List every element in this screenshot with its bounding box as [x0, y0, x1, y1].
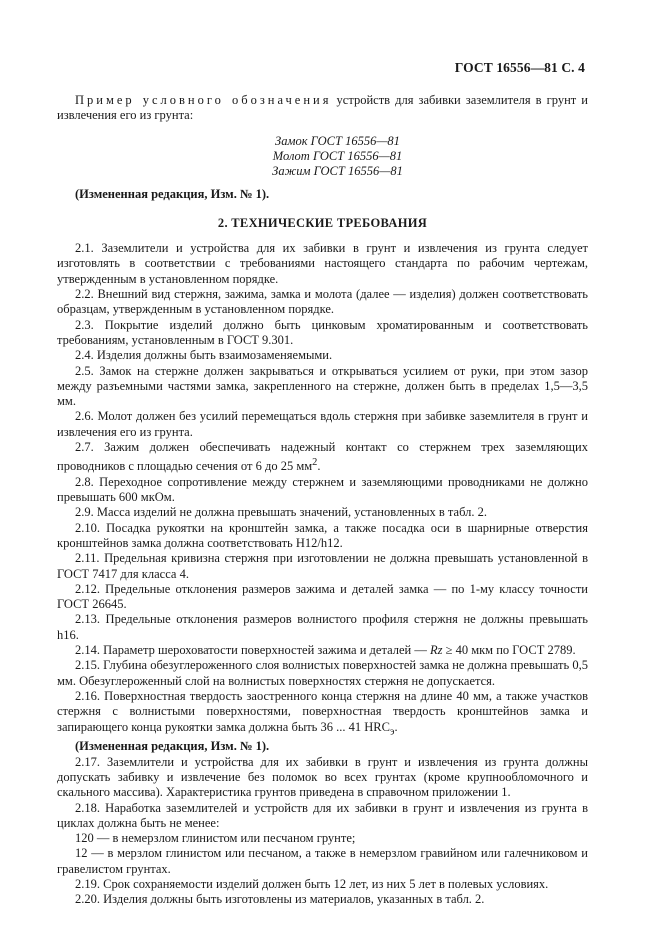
page-header: ГОСТ 16556—81 С. 4 — [454, 60, 585, 75]
item-2-11: 2.11. Предельная кривизна стержня при изготовлении не должна превышать установленной в ГОСТ 7417 для класса 4. — [57, 551, 588, 581]
intro-rest: устройств для забивки заземлителя в грунт и извлечения его из грунта: — [57, 93, 589, 123]
item-2-18: 2.18. Наработка заземлителей и устройств для их забивки в грунт и извлечения из грунта в циклах должна быть не менее: — [57, 800, 588, 830]
designation-examples — [87, 134, 588, 179]
intro-spaced-lead: Пример условного обозначения — [75, 93, 332, 107]
section-title: 2. ТЕХНИЧЕСКИЕ ТРЕБОВАНИЯ — [217, 215, 428, 230]
item-2-5: 2.5. Замок на стержне должен закрываться и открываться усилием от руки, при этом зазор между разъемными частями замка, закрепленного на стержне, должен быть в пределах 1,5—3,5 мм. — [57, 363, 588, 409]
item-2-16-subscript: э — [389, 726, 395, 738]
designation-clamp: Зажим ГОСТ 16556—81 — [272, 163, 403, 178]
item-2-19: 2.19. Срок сохраняемости изделий должен быть 12 лет, из них 5 лет в полевых условиях. — [75, 877, 549, 892]
item-2-13: 2.13. Предельные отклонения размеров волнистого профиля стержня не должны превышать h16. — [57, 612, 588, 642]
item-2-18-list-2: 12 — в мерзлом глинистом или песчаном, а также в немерзлом гравийном или галечниковом и гравелистом грунтах. — [57, 846, 588, 876]
document-body — [57, 93, 588, 908]
item-2-14-rz: Rz — [429, 643, 443, 658]
item-2-10: 2.10. Посадка рукоятки на кронштейн замка, а также посадка оси в шарнирные отверстия кронштейнов замка должна соответствовать Н12/h12. — [57, 520, 588, 550]
item-2-12: 2.12. Предельные отклонения размеров зажима и деталей замка — по 1-му классу точности ГОСТ 26645. — [57, 581, 588, 612]
item-2-15: 2.15. Глубина обезуглероженного слоя волнистых поверхностей замка не должна превышать 0,5 мм. Обезуглероженный слой на волнистых поверхностях стержня не допускается. — [57, 658, 588, 688]
item-2-3: 2.3. Покрытие изделий должно быть цинковым хроматированным и соответствовать требованиям, установленным в ГОСТ 9.301. — [57, 317, 588, 347]
item-2-18-list-1: 120 — в немерзлом глинистом или песчаном грунте; — [75, 831, 356, 846]
item-2-2: 2.2. Внешний вид стержня, зажима, замка и молота (далее — изделия) должен соответствовать образцам, утвержденным в установленном порядке. — [57, 287, 588, 317]
item-2-4: 2.4. Изделия должны быть взаимозаменяемыми. — [75, 348, 333, 363]
amendment-note: (Измененная редакция, Изм. № 1). — [75, 186, 270, 201]
item-2-7-superscript: 2 — [312, 457, 318, 469]
item-2-7-text: 2.7. Зажим должен обеспечивать надежный контакт со стержнем трех заземляющих проводников с площадью сечения от 6 до 25 мм — [57, 440, 588, 474]
item-2-20: 2.20. Изделия должны быть изготовлены из материалов, указанных в табл. 2. — [75, 892, 485, 907]
designation-hammer: Молот ГОСТ 16556—81 — [272, 148, 403, 163]
item-2-14 — [57, 643, 588, 658]
item-2-17: 2.17. Заземлители и устройства для их забивки в грунт и извлечения из грунта должны допускать забивку и извлечение без поломок во всех грунтах (кроме крупнообломочного и скального массива). Характеристика грунтов приведена в справочном приложении 1. — [57, 754, 588, 800]
item-2-16-text: 2.16. Поверхностная твердость заостренного конца стержня на длине 40 мм, а также участков стержня с волнистыми поверхностями, поверхностная твердость кронштейнов замка и запирающего конца рукоятки замка должна быть 36 ... 41 HRC — [57, 688, 588, 734]
amendment-note-2: (Измененная редакция, Изм. № 1). — [75, 739, 270, 754]
item-2-14-text: 2.14. Параметр шероховатости поверхностей зажима и деталей — — [75, 643, 430, 658]
item-2-6: 2.6. Молот должен без усилий перемещаться вдоль стержня при забивке заземлителя в грунт и извлечения его из грунта. — [57, 409, 588, 439]
item-2-1: 2.1. Заземлители и устройства для их забивки в грунт и извлечения из грунта следует изготовлять в соответствии с требованиями настоящего стандарта по рабочим чертежам, утвержденным в установленном порядке. — [57, 241, 588, 286]
item-2-16-end: . — [394, 719, 398, 734]
item-2-9: 2.9. Масса изделий не должна превышать значений, установленных в табл. 2. — [75, 505, 487, 520]
item-2-7 — [57, 440, 588, 475]
item-2-7-end: . — [317, 459, 321, 474]
intro-paragraph — [57, 93, 588, 124]
item-2-16 — [57, 689, 588, 739]
item-2-14-end: ≥ 40 мкм по ГОСТ 2789. — [442, 643, 576, 658]
designation-lock: Замок ГОСТ 16556—81 — [275, 133, 400, 148]
item-2-8: 2.8. Переходное сопротивление между стержнем и заземляющими проводниками не должно превышать 600 мкОм. — [57, 474, 588, 505]
